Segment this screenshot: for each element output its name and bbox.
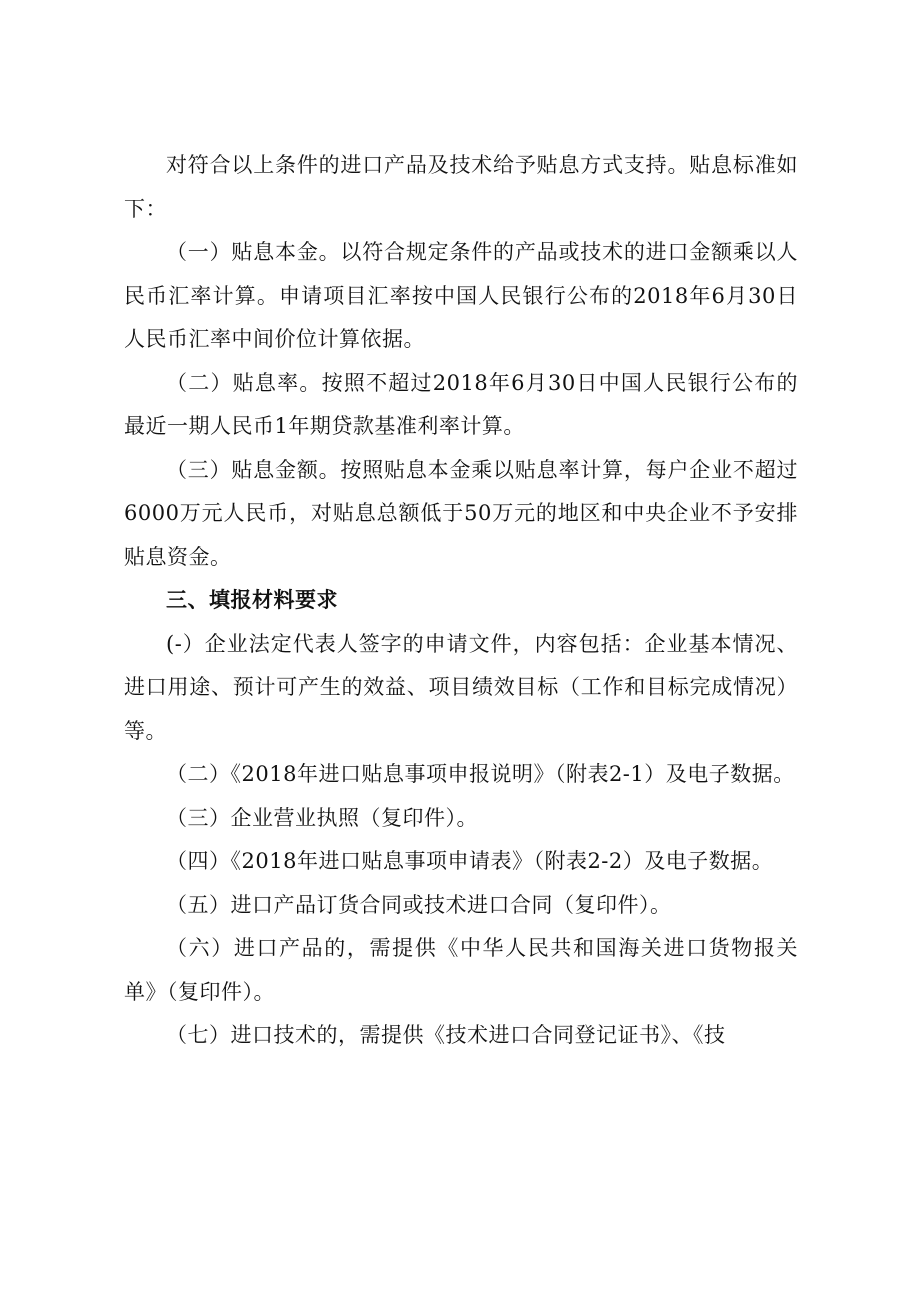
standard-amount-paragraph: （三）贴息金额。按照贴息本金乘以贴息率计算，每户企业不超过6000万元人民币，对贴息总额低于50万元的地区和中央企业不予安排贴息资金。 [124,457,798,569]
requirement-item-3: （三）企业营业执照（复印件）。 [166,805,478,830]
requirement-item-6: （六）进口产品的，需提供《中华人民共和国海关进口货物报关单》（复印件）。 [124,936,798,1004]
requirement-item-1: (-）企业法定代表人签字的申请文件，内容包括：企业基本情况、进口用途、预计可产生的效益、项目绩效目标（工作和目标完成情况）等。 [124,631,798,743]
section-heading-materials: 三、填报材料要求 [166,588,338,612]
document-page [124,144,798,1058]
requirement-item-4: （四）《2018年进口贴息事项申请表》（附表2-2）及电子数据。 [166,849,774,873]
requirement-item-7: （七）进口技术的，需提供《技术进口合同登记证书》、《技 [166,1023,726,1047]
requirement-item-5: （五）进口产品订货合同或技术进口合同（复印件）。 [166,892,672,917]
requirement-item-2: （二）《2018年进口贴息事项申报说明》（附表2-1）及电子数据。 [166,762,795,786]
intro-paragraph: 对符合以上条件的进口产品及技术给予贴息方式支持。贴息标准如下： [124,153,798,221]
standard-principal-paragraph: （一）贴息本金。以符合规定条件的产品或技术的进口金额乘以人民币汇率计算。申请项目汇率按中国人民银行公布的2018年6月30日人民币汇率中间价位计算依据。 [124,240,798,351]
standard-rate-paragraph: （二）贴息率。按照不超过2018年6月30日中国人民银行公布的最近一期人民币1年期贷款基准利率计算。 [124,370,798,438]
